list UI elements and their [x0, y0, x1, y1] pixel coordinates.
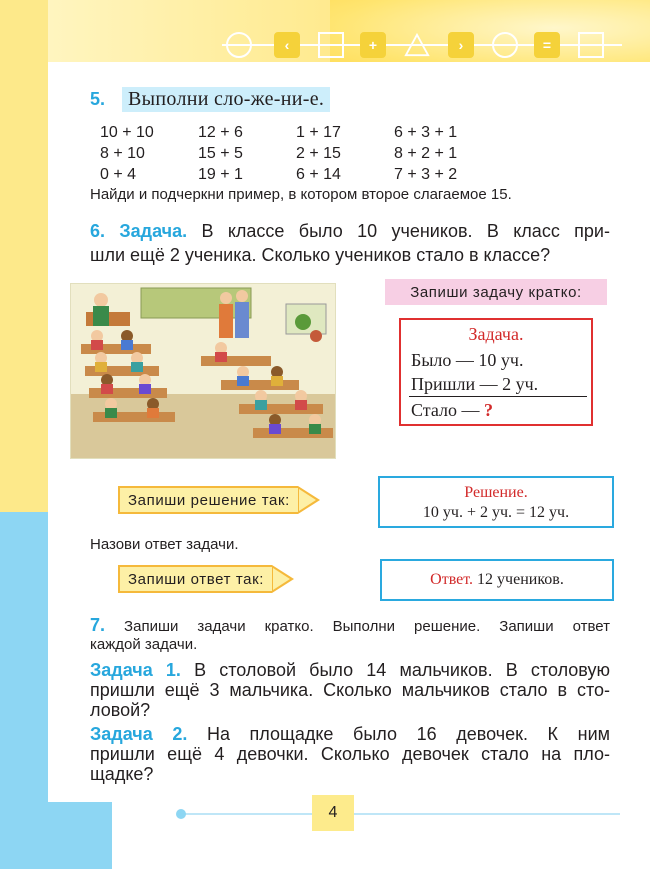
- problem1-label: Задача 1.: [90, 660, 181, 680]
- answer-box: [380, 559, 614, 601]
- task6-line: [90, 219, 610, 243]
- task5-column: [394, 122, 457, 185]
- square-icon: [578, 32, 604, 58]
- solution-box: [378, 476, 614, 528]
- chevron-left-icon: ‹: [274, 32, 300, 58]
- equals-icon: =: [534, 32, 560, 58]
- brief-result-label: Стало —: [411, 400, 480, 420]
- brief-row-was: Было — 10 уч.: [411, 350, 524, 370]
- solution-prompt-arrow: [118, 486, 320, 514]
- arrow-right-icon: [298, 486, 320, 514]
- example: 19 + 1: [198, 166, 243, 183]
- page-number: 4: [312, 795, 354, 831]
- solution-prompt: Запиши решение так:: [118, 486, 298, 514]
- problem-1: [90, 660, 610, 720]
- example: 1 + 17: [296, 124, 341, 141]
- task7-number: 7.: [90, 615, 106, 635]
- example: 2 + 15: [296, 145, 341, 162]
- task6-text-line2: шли ещё 2 ученика. Сколько учеников стало в классе?: [90, 245, 551, 265]
- solution-title: Решение.: [464, 484, 528, 501]
- example: 15 + 5: [198, 145, 243, 162]
- brief-divider: [409, 396, 587, 397]
- chevron-right-icon: ›: [448, 32, 474, 58]
- task5-column: [198, 122, 243, 185]
- task7-line: [90, 616, 610, 636]
- brief-title: Задача.: [468, 324, 524, 344]
- example: 10 + 10: [100, 124, 154, 141]
- answer-prompt: Запиши ответ так:: [118, 565, 272, 593]
- example: 6 + 3 + 1: [394, 124, 458, 141]
- problem2-line: [90, 724, 610, 744]
- task5-column: [100, 122, 154, 185]
- task7-text-line2: каждой задачи.: [90, 636, 198, 653]
- brief-row-result: [411, 400, 493, 421]
- task5-column: [296, 122, 341, 185]
- answer-label: Ответ.: [430, 571, 474, 588]
- problem1-line1: В столовой было 14 мальчиков. В столовую: [194, 660, 610, 680]
- example: 12 + 6: [198, 124, 243, 141]
- task5-hint: Найди и подчеркни пример, в котором второе слагаемое 15.: [90, 186, 512, 203]
- task6-text: [90, 219, 610, 267]
- task7-text-line1: Запиши задачи кратко. Выполни решение. Запиши ответ: [124, 618, 611, 635]
- brief-row-came: Пришли — 2 уч.: [411, 374, 539, 394]
- square-icon: [318, 32, 344, 58]
- classroom-illustration: [70, 283, 336, 459]
- problem-2: [90, 724, 610, 784]
- triangle-icon: [404, 32, 430, 58]
- example: 7 + 3 + 2: [394, 166, 458, 183]
- plus-icon: +: [360, 32, 386, 58]
- answer-line: [382, 571, 612, 589]
- footer-dot: [176, 809, 186, 819]
- task6-number: 6.: [90, 221, 106, 241]
- header-icon-strip: [222, 22, 622, 66]
- task6-label: Задача.: [119, 221, 188, 241]
- answer-text: 12 учеников.: [477, 571, 564, 588]
- example: 8 + 10: [100, 145, 145, 162]
- task6-text-line1: В классе было 10 учеников. В класс при-: [201, 221, 610, 241]
- bottom-left-blue-decor: [0, 800, 112, 869]
- problem1-line2: пришли ещё 3 мальчика. Сколько мальчиков стало в сто-: [90, 680, 610, 700]
- problem2-line1: На площадке было 16 девочек. К ним: [206, 724, 610, 744]
- solution-text: 10 уч. + 2 уч. = 12 уч.: [422, 504, 570, 521]
- question-mark: ?: [483, 400, 493, 420]
- task5-title: Выполни сло-же-ни-е.: [122, 87, 330, 112]
- example: 0 + 4: [100, 166, 137, 183]
- footer-rule: [180, 813, 620, 815]
- arrow-right-icon: [272, 565, 294, 593]
- answer-question: Назови ответ задачи.: [90, 536, 239, 553]
- problem2-label: Задача 2.: [90, 724, 188, 744]
- problem2-line2: пришли ещё 4 девочки. Сколько девочек стало на пло-: [90, 744, 610, 764]
- answer-prompt-arrow: [118, 565, 294, 593]
- circle-icon: [492, 32, 518, 58]
- brief-prompt: Запиши задачу кратко:: [385, 279, 607, 305]
- circle-icon: [226, 32, 252, 58]
- example: 8 + 2 + 1: [394, 145, 458, 162]
- problem1-line: [90, 660, 610, 680]
- task7-text: [90, 616, 610, 654]
- problem1-line3: ловой?: [90, 700, 151, 720]
- task5-heading: [90, 87, 330, 112]
- problem2-line3: щадке?: [90, 764, 154, 784]
- task5-number: 5.: [90, 89, 106, 109]
- brief-box: [399, 318, 593, 426]
- example: 6 + 14: [296, 166, 341, 183]
